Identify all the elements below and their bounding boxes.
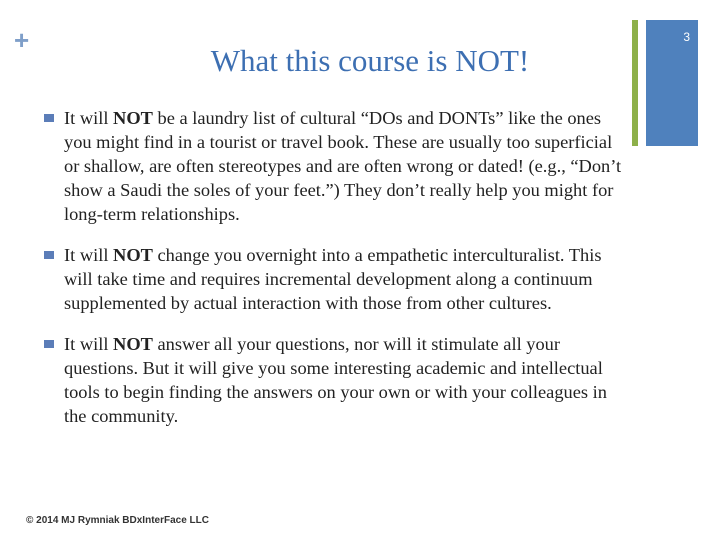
square-bullet-icon [44,114,54,122]
bullet-item [44,243,630,315]
copyright-footer: © 2014 MJ Rymniak BDxInterFace LLC [26,515,209,526]
bullet-text-emphasis: NOT [113,245,153,265]
bullet-text [64,243,630,315]
bullet-text-post: be a laundry list of cultural “DOs and DONTs” like the ones you might find in a tourist or travel book. These are usually too superficial or shallow, are often stereotypes and are often wrong or dated! (e.g., “Don’t show a Saudi the soles of your feet.”) They don’t really help you might for long-term relationships. [64,108,622,224]
bullet-list [44,106,630,445]
bullet-text-post: answer all your questions, nor will it stimulate all your questions. But it will give you some interesting academic and intellectual tools to begin finding the answers on your own or with your colleagues in the community. [64,334,607,426]
accent-green-bar [632,20,638,146]
slide-title: What this course is NOT! [210,43,530,78]
bullet-text-pre: It will [64,108,114,128]
bullet-text-post: change you overnight into a empathetic interculturalist. This will take time and requires incremental development along a continuum supplemented by actual interaction with those from other cultures. [64,245,602,313]
page-number-box [646,20,698,146]
bullet-text [64,332,630,428]
bullet-item [44,106,630,226]
bullet-text-emphasis: NOT [113,108,153,128]
square-bullet-icon [44,251,54,259]
bullet-text-pre: It will [64,245,114,265]
bullet-text [64,106,630,226]
page-number: 3 [683,30,690,44]
bullet-text-emphasis: NOT [113,334,153,354]
bullet-text-pre: It will [64,334,114,354]
plus-icon: + [14,25,30,55]
bullet-item [44,332,630,428]
square-bullet-icon [44,340,54,348]
